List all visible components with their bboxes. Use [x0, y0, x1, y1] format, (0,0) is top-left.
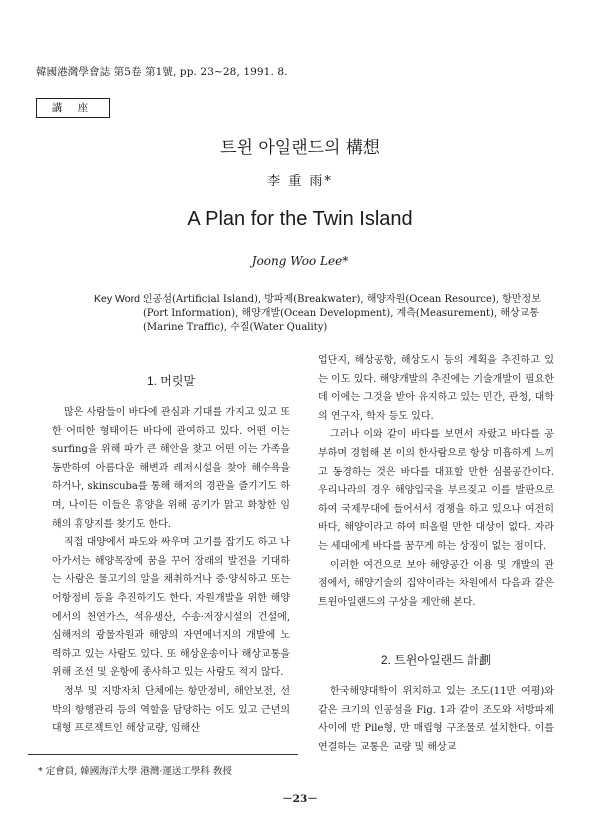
category-label-box: 講 座	[36, 98, 110, 118]
paragraph: 직접 대양에서 파도와 싸우며 고기를 잡기도 하고 나아가서는 해양목장에 꿈을 꾸어 장래의 발전을 기대하는 사람은 물고기의 알을 채취하거나 증·양식하고 또는 어항정비 등을 추진하기도 한다. 자원개발을 위한 해양에서의 천연가스, 석유생산, 수송·저장시설의 건설에, 심해저의 광물자원과 해양의 자연에너지의 개발에 노력하고 있는 사람도 있다. 또 해상운송이나 해상교통을 위해 조선 및 운항에 종사하고 있는 사람도 적지 않다.	[52, 537, 290, 679]
section-1-heading: 1. 머릿말	[146, 374, 196, 388]
korean-author: 李 重 雨*	[267, 174, 333, 189]
english-author: Joong Woo Lee*	[251, 254, 349, 268]
english-title: A Plan for the Twin Island	[187, 208, 413, 230]
footnote: * 定會員, 韓國海洋大學 港灣·運送工學科 敎授	[38, 766, 232, 777]
keyword-label: Key Word :	[94, 293, 146, 305]
paragraph: 이러한 여건으로 보아 해양공간 이용 및 개발의 관점에서, 해양기술의 집약이라는 차원에서 다음과 같은 트윈아일랜드의 구상을 제안해 본다.	[318, 559, 554, 608]
right-column-body	[318, 352, 554, 612]
footnote-divider	[28, 754, 298, 755]
journal-citation: 韓國港灣學會誌 第5卷 第1號, pp. 23∼28, 1991. 8.	[36, 66, 288, 78]
section-2-body	[318, 683, 554, 757]
section-2-heading: 2. 트윈아일랜드 計劃	[380, 653, 492, 667]
page-number: －23－	[282, 793, 318, 805]
paragraph: 한국해양대학이 위치하고 있는 조도(11만 여평)와 같은 크기의 인공섬을 Fig. 1과 같이 조도와 서방파제 사이에 반 Pile형, 반 매립형 구조물로 설치한다. 이를 연결하는 교통은 교량 및 해상교	[318, 686, 554, 753]
keyword-list: 인공섬(Artificial Island), 방파제(Breakwater), 해양자원(Ocean Resource), 항만정보(Port Information), 해양개발(Ocean Development), 계측(Measurement), 해상교통(Marine Traffic), 수질(Water Quality)	[143, 294, 541, 333]
left-column-body	[52, 404, 290, 739]
paragraph: 그러나 이와 같이 바다를 보면서 자랐고 바다를 공부하며 경험해 본 이의 한사람으로 항상 미흡하게 느끼고 동경하는 것은 바다를 대표할 만한 심볼공간이다. 우리나라의 경우 해양입국을 부르짖고 이를 발판으로 하여 국제무대에 들어서서 경쟁을 하고 있으나 여전히 바다, 해양이라고 하여 떠올릴 만한 대상이 없다. 자라는 세대에게 바다를 꿈꾸게 하는 상징이 없는 점이다.	[318, 429, 554, 552]
paragraph: 업단지, 해상공항, 해상도시 등의 계획을 추진하고 있는 이도 있다. 해양개발의 추진에는 기술개발이 필요한 데 이에는 그것을 받아 유지하고 있는 민간, 관청, 대학의 연구자, 학자 등도 있다.	[318, 355, 554, 422]
paragraph: 정부 및 지방자치 단체에는 항만정비, 해안보전, 선박의 항행관리 등의 역할을 담당하는 이도 있고 근년의 대형 프로젝트인 해상교량, 임해산	[52, 685, 290, 735]
paragraph: 많은 사람들이 바다에 관심과 기대를 가지고 있고 또한 어떠한 형태이든 바다에 관여하고 있다. 어떤 이는 surfing을 위해 파가 큰 해안을 찾고 어떤 이는 가족을 동반하여 아름다운 해변과 레저시설을 찾아 해수욕을 하거나, skinscuba를 통해 해저의 경관을 즐기기도 하며, 나이든 이들은 휴양을 위해 공기가 맑고 화창한 임해의 휴양지를 찾기도 한다.	[52, 407, 290, 530]
korean-title: 트윈 아일랜드의 構想	[220, 138, 380, 158]
